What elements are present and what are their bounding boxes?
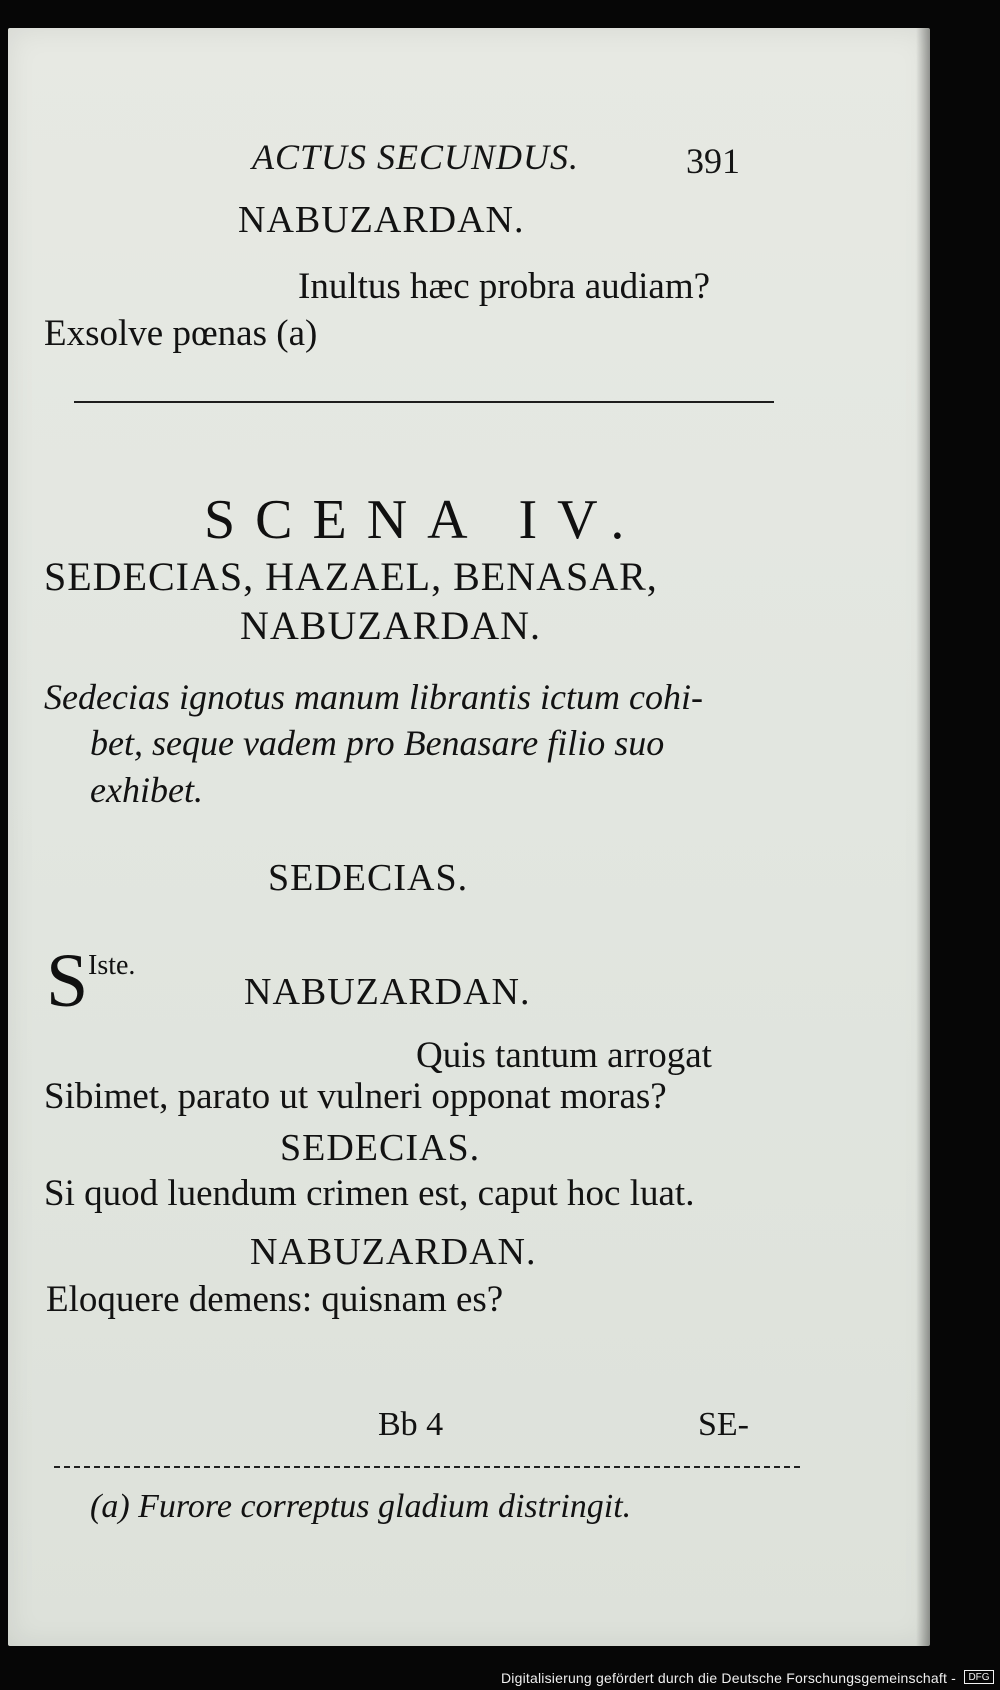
running-title: ACTUS SECUNDUS. <box>252 137 580 177</box>
verse-line-2: Exsolve pœnas (a) <box>44 313 318 354</box>
catchword: SE- <box>698 1406 749 1443</box>
footnote: (a) Furore correptus gladium distringit. <box>90 1488 632 1525</box>
verse-line-4: Sibimet, parato ut vulneri opponat moras? <box>44 1076 667 1117</box>
speaker-nabuzardan-3: NABUZARDAN. <box>250 1231 537 1273</box>
dropcap-text: Iste. <box>88 950 136 981</box>
verse-line-3: Quis tantum arrogat <box>416 1035 712 1076</box>
page-number: 391 <box>686 141 740 181</box>
footnote-rule <box>54 1466 800 1468</box>
stage-direction-line-2: bet, seque vadem pro Benasare filio suo <box>90 723 665 763</box>
scene-cast-line-1: SEDECIAS, HAZAEL, BENASAR, <box>44 554 658 599</box>
stage-direction-line-3: exhibet. <box>90 770 203 810</box>
speaker-nabuzardan-2: NABUZARDAN. <box>244 971 531 1013</box>
book-page <box>8 28 930 1646</box>
scene-title: SCENA IV. <box>204 489 645 551</box>
verse-line-5: Si quod luendum crimen est, caput hoc luat. <box>44 1173 695 1214</box>
dfg-logo: DFG <box>964 1670 994 1684</box>
speaker-sedecias-2: SEDECIAS. <box>280 1127 481 1169</box>
stage-direction-line-1: Sedecias ignotus manum librantis ictum cohi- <box>44 677 703 717</box>
page-edge-shadow <box>916 28 930 1646</box>
dropcap-letter: S <box>46 939 89 1023</box>
section-rule <box>74 401 774 403</box>
signature-mark: Bb 4 <box>378 1406 444 1443</box>
scene-cast-line-2: NABUZARDAN. <box>240 603 541 648</box>
speaker-sedecias-1: SEDECIAS. <box>268 857 469 899</box>
verse-line-1: Inultus hæc probra audiam? <box>298 266 711 307</box>
verse-line-6: Eloquere demens: quisnam es? <box>46 1279 504 1320</box>
digitization-credit: Digitalisierung gefördert durch die Deutsche Forschungsgemeinschaft - <box>500 1670 956 1686</box>
speaker-nabuzardan-1: NABUZARDAN. <box>238 199 525 241</box>
